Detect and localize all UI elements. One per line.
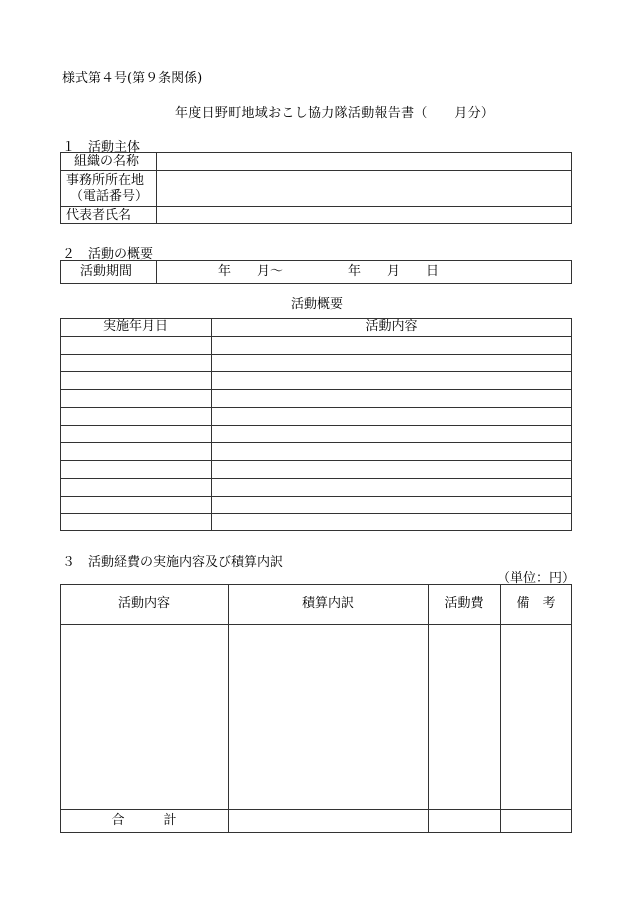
total-label: 合 計 xyxy=(111,813,177,828)
unit-label: （単位：円） xyxy=(497,571,576,586)
expense-col-breakdown: 積算内訳 xyxy=(301,596,354,611)
representative-name-label: 代表者氏名 xyxy=(66,208,132,223)
table-row xyxy=(60,354,572,355)
section1-heading: １ 活動主体 xyxy=(62,140,141,155)
document-title: 年度日野町地域おこし協力隊活動報告書（ 月分） xyxy=(175,106,495,121)
activity-period-label: 活動期間 xyxy=(80,264,133,279)
table-row xyxy=(60,389,572,390)
col-date-header: 実施年月日 xyxy=(102,319,168,334)
col-content-header: 活動内容 xyxy=(365,319,418,334)
overview-title: 活動概要 xyxy=(291,297,344,312)
table-row xyxy=(60,407,572,408)
section3-heading: ３ 活動経費の実施内容及び積算内訳 xyxy=(62,555,284,570)
expense-col-remarks: 備 考 xyxy=(516,596,556,611)
phone-number-label: （電話番号） xyxy=(70,189,149,204)
activity-period-value: 年 月～ 年 月 日 xyxy=(218,264,440,279)
section2-heading: ２ 活動の概要 xyxy=(62,247,154,262)
expense-col-content: 活動内容 xyxy=(117,596,170,611)
table-row xyxy=(60,496,572,497)
table-row xyxy=(60,442,572,443)
table-row xyxy=(60,478,572,479)
table-row xyxy=(60,425,572,426)
table-row xyxy=(60,460,572,461)
table-row xyxy=(60,336,572,337)
org-name-label: 組織の名称 xyxy=(74,154,140,169)
expense-col-cost: 活動費 xyxy=(444,596,484,611)
table-row xyxy=(60,513,572,514)
form-number: 様式第４号(第９条関係) xyxy=(62,71,203,86)
table-row xyxy=(60,371,572,372)
office-address-label: 事務所所在地 xyxy=(66,173,145,188)
